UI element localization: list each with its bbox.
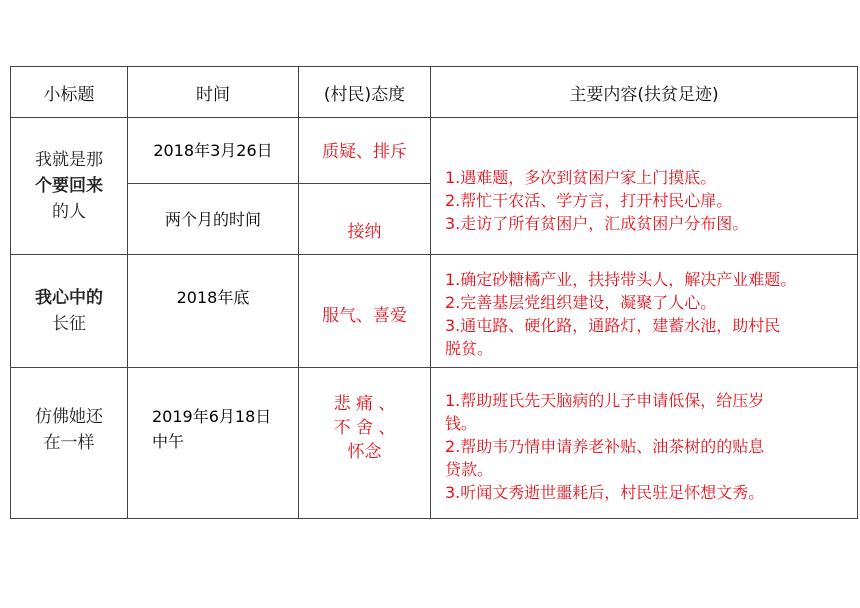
summary-table — [10, 66, 858, 519]
section1-attitude-a: 质疑、排斥 — [299, 118, 431, 184]
section1-time-a: 2018年3月26日 — [128, 118, 299, 184]
list-item-continuation: 贷款。 — [445, 459, 494, 479]
section3-time: 2019年6月18日 中午 — [128, 368, 299, 519]
list-item-continuation: 脱贫。 — [445, 339, 494, 358]
section2-attitude: 服气、喜爱 — [299, 255, 431, 368]
list-item: 1.确定砂糖橘产业，扶持带头人，解决产业难题。 — [445, 270, 797, 289]
section3-title: 仿佛她还 在一样 — [11, 368, 128, 519]
list-item: 2.完善基层党组织建设，凝聚了人心。 — [445, 293, 717, 312]
table-row — [11, 118, 858, 184]
list-item: 1.帮助班氏先天脑病的儿子申请低保，给压岁 — [445, 390, 765, 410]
header-time: 时间 — [128, 67, 299, 118]
list-item: 2.帮助韦乃情申请养老补贴、油茶树的的贴息 — [445, 436, 765, 456]
section2-time: 2018年底 — [128, 255, 299, 368]
section2-content — [431, 255, 858, 368]
header-subtitle: 小标题 — [11, 67, 128, 118]
list-item: 3.通屯路、硬化路，通路灯，建蓄水池，助村民 — [445, 316, 781, 335]
table-row — [11, 368, 858, 519]
section1-title: 我就是那 个要回来 的人 — [11, 118, 128, 255]
section3-content — [431, 368, 858, 519]
list-item: 3.听闻文秀逝世噩耗后，村民驻足怀想文秀。 — [445, 482, 765, 502]
section1-attitude-b: 接纳 — [299, 184, 431, 255]
list-item-continuation: 钱。 — [445, 413, 478, 433]
list-item: 3.走访了所有贫困户，汇成贫困户分布图。 — [445, 213, 749, 233]
header-content: 主要内容(扶贫足迹) — [431, 67, 858, 118]
header-attitude: (村民)态度 — [299, 67, 431, 118]
header-row — [11, 67, 858, 118]
section1-time-b: 两个月的时间 — [128, 184, 299, 255]
section2-title: 我心中的 长征 — [11, 255, 128, 368]
list-item: 2.帮忙干农活、学方言，打开村民心扉。 — [445, 190, 733, 210]
list-item: 1.遇难题，多次到贫困户家上门摸底。 — [445, 167, 717, 187]
section3-attitude: 悲 痛 、 不 舍 、 怀念 — [299, 368, 431, 519]
section1-content — [431, 118, 858, 255]
table-row — [11, 255, 858, 368]
